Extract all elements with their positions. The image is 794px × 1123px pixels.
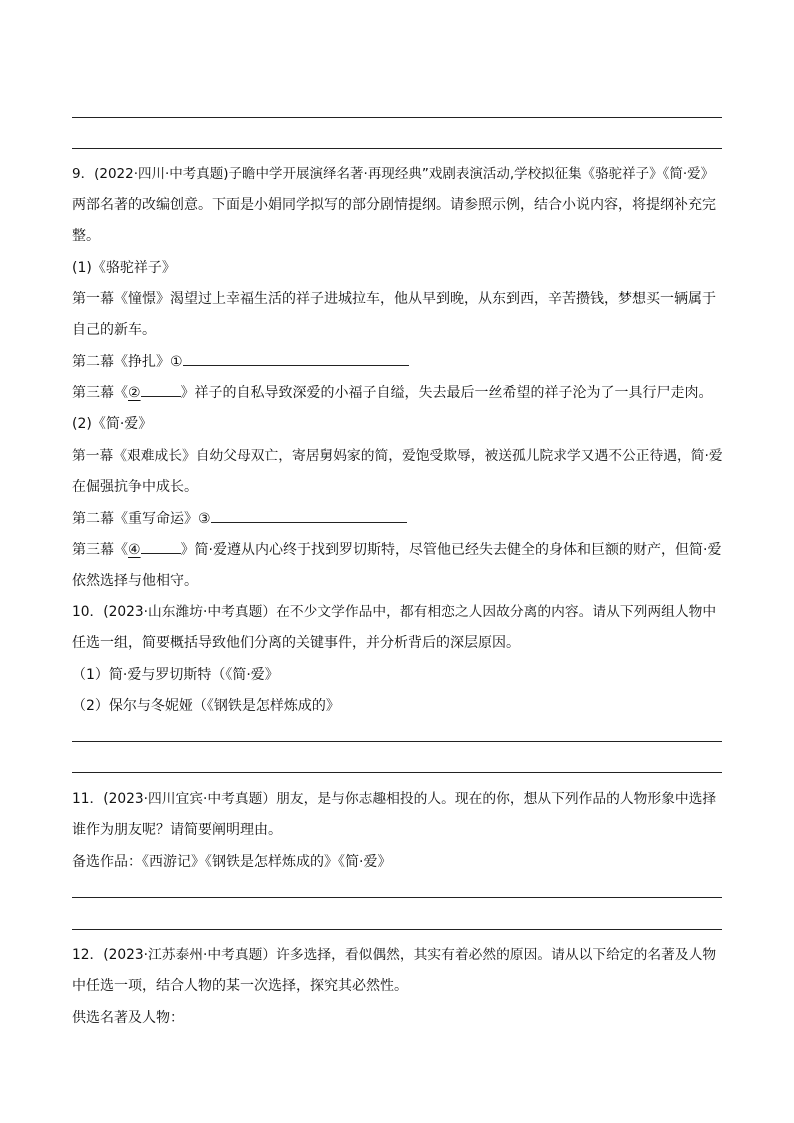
q9-stem-line-3: 整。 <box>72 228 100 244</box>
q9-act3-prefix: 第三幕《 <box>72 385 128 401</box>
answer-blank-4[interactable] <box>141 539 181 554</box>
q12-stem-line-2: 中任选一项，结合人物的某一次选择，探究其必然性。 <box>72 978 408 994</box>
q9-act2-line <box>72 351 409 373</box>
q9-act1-line-2: 自己的新车。 <box>72 322 156 338</box>
q10-stem-line-1: 10．(2023·山东潍坊·中考真题）在不少文学作品中，都有相恋之人因故分离的内容。请从下列两组人物中 <box>72 604 717 620</box>
q10-stem-line-2: 任选一组，简要概括导致他们分离的关键事件，并分析背后的深层原因。 <box>72 635 520 651</box>
q11-options-line: 备选作品：《西游记》《钢铁是怎样炼成的》《简·爱》 <box>72 854 392 870</box>
q9-act1-line-1: 第一幕《憧憬》渴望过上幸福生活的祥子进城拉车，他从早到晚，从东到西，辛苦攒钱，梦想买一辆属于 <box>72 291 716 307</box>
answer-line[interactable] <box>72 772 722 773</box>
answer-line[interactable] <box>72 741 722 742</box>
q9-part1-title: (1)《骆驼祥子》 <box>72 260 176 276</box>
q9-act4-line-1: 第一幕《艰难成长》自幼父母双亡，寄居舅妈家的简，爱饱受欺辱，被送孤儿院求学又遇不公正待遇，简·爱 <box>72 448 723 464</box>
q9-act6-text: 》简·爱遵从内心终于找到罗切斯特，尽管他已经失去健全的身体和巨额的财产，但简·爱 <box>180 542 722 558</box>
q11-stem-line-1: 11．(2023·四川宜宾·中考真题）朋友，是与你志趣相投的人。现在的你，想从下列作品的人物形象中选择 <box>72 791 717 807</box>
q9-act5-line <box>72 508 407 530</box>
q9-act4-line-2: 在倔强抗争中成长。 <box>72 479 198 495</box>
q9-act6-prefix: 第三幕《 <box>72 542 128 558</box>
answer-blank-2[interactable] <box>141 382 181 397</box>
answer-line[interactable] <box>72 117 722 118</box>
answer-line[interactable] <box>72 929 722 930</box>
q9-act3-line <box>72 382 713 404</box>
answer-line[interactable] <box>72 897 722 898</box>
q9-stem-line-1: 9．(2022·四川·中考真题)子瞻中学开展演绎名著·再现经典”戏剧表演活动,学校拟征集《骆驼祥子》《简·爱》 <box>72 166 715 182</box>
answer-blank-1[interactable] <box>183 351 409 366</box>
q10-option-2: （2）保尔与冬妮娅（《钢铁是怎样炼成的》 <box>72 698 340 714</box>
q9-act5-text: 第二幕《重写命运》③ <box>72 511 211 527</box>
q12-stem-line-1: 12．(2023·江苏泰州·中考真题）许多选择，看似偶然，其实有着必然的原因。请从以下给定的名著及人物 <box>72 947 717 963</box>
answer-blank-2-marker[interactable]: ② <box>128 385 141 401</box>
q9-act6-line-1 <box>72 539 721 561</box>
q9-part2-title: (2)《简·爱》 <box>72 416 153 432</box>
answer-blank-3[interactable] <box>211 508 407 523</box>
answer-blank-4-marker[interactable]: ④ <box>128 542 141 558</box>
q11-stem-line-2: 谁作为朋友呢？请简要阐明理由。 <box>72 822 282 838</box>
q9-act3-text: 》祥子的自私导致深爱的小福子自缢，失去最后一丝希望的祥子沦为了一具行尸走肉。 <box>180 385 713 401</box>
q12-options-label: 供选名著及人物： <box>72 1010 184 1026</box>
q10-option-1: （1）简·爱与罗切斯特（《简·爱》 <box>72 667 279 683</box>
q9-stem-line-2: 两部名著的改编创意。下面是小娟同学拟写的部分剧情提纲。请参照示例，结合小说内容，将提纲补充完 <box>72 197 716 213</box>
q9-act2-text: 第二幕《挣扎》① <box>72 354 183 370</box>
q9-act6-line-2: 依然选择与他相守。 <box>72 573 198 589</box>
answer-line[interactable] <box>72 148 722 149</box>
